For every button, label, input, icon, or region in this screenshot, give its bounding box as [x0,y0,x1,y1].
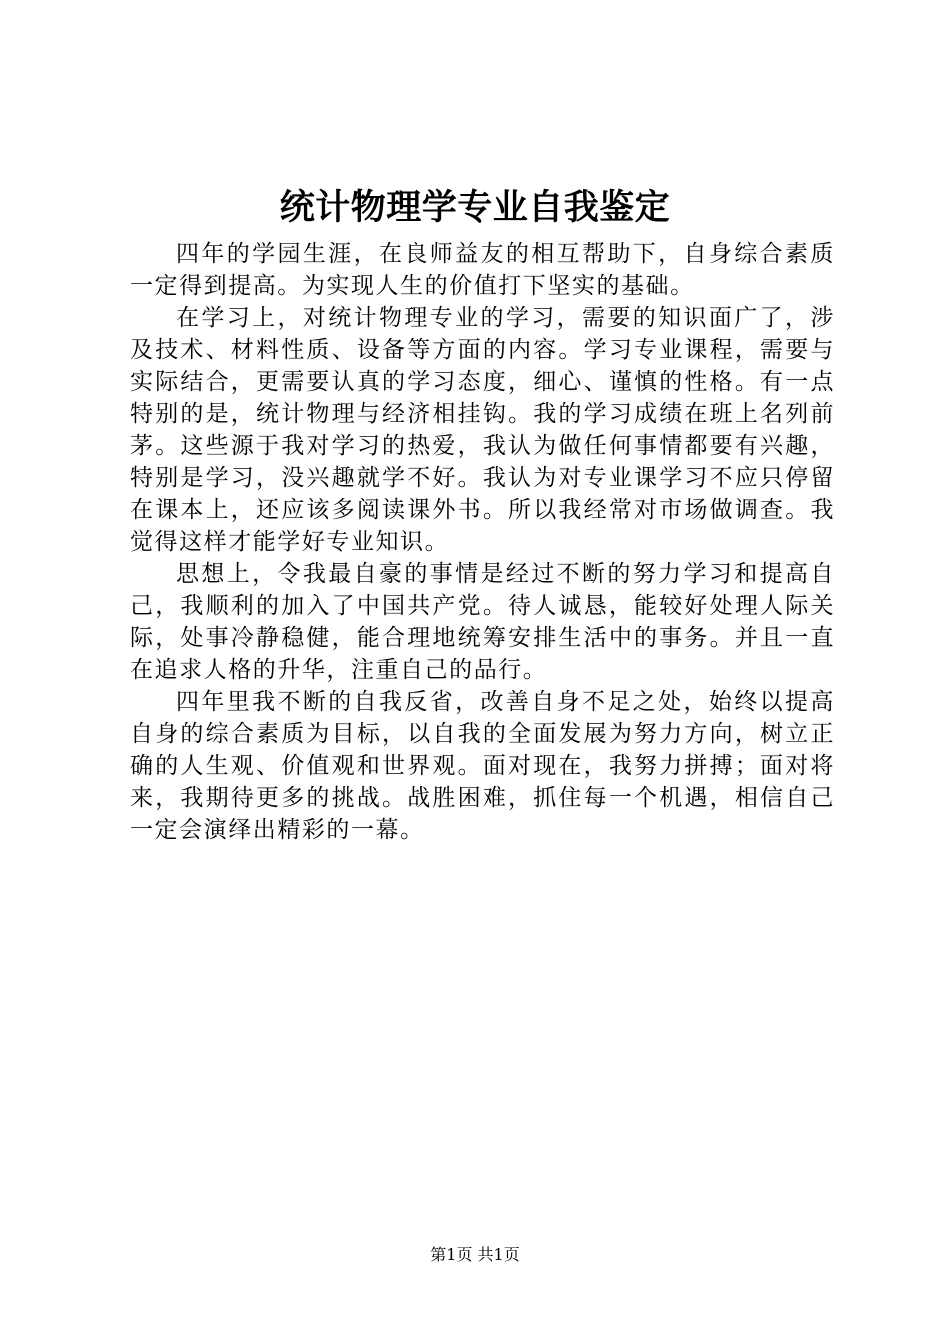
paragraph-intro: 四年的学园生涯，在良师益友的相互帮助下，自身综合素质一定得到提高。为实现人生的价值打下坚实的基础。 [130,241,835,299]
paragraph-study: 在学习上，对统计物理专业的学习，需要的知识面广了，涉及技术、材料性质、设备等方面的内容。学习专业课程，需要与实际结合，更需要认真的学习态度，细心、谨慎的性格。有一点特别的是，统计物理与经济相挂钩。我的学习成绩在班上名列前茅。这些源于我对学习的热爱，我认为做任何事情都要有兴趣，特别是学习，没兴趣就学不好。我认为对专业课学习不应只停留在课本上，还应该多阅读课外书。所以我经常对市场做调查。我觉得这样才能学好专业知识。 [130,305,835,555]
document-title: 统计物理学专业自我鉴定 [279,188,671,228]
page-number-footer: 第1页 共1页 [430,1245,520,1264]
document-body [130,238,835,846]
paragraph-conclusion: 四年里我不断的自我反省，改善自身不足之处，始终以提高自身的综合素质为目标，以自我的全面发展为努力方向，树立正确的人生观、价值观和世界观。面对现在，我努力拼搏；面对将来，我期待更多的挑战。战胜困难，抓住每一个机遇，相信自己一定会演绎出精彩的一幕。 [130,689,835,843]
paragraph-ideology: 思想上，令我最自豪的事情是经过不断的努力学习和提高自己，我顺利的加入了中国共产党。待人诚恳，能较好处理人际关际，处事冷静稳健，能合理地统筹安排生活中的事务。并且一直在追求人格的升华，注重自己的品行。 [130,561,835,683]
